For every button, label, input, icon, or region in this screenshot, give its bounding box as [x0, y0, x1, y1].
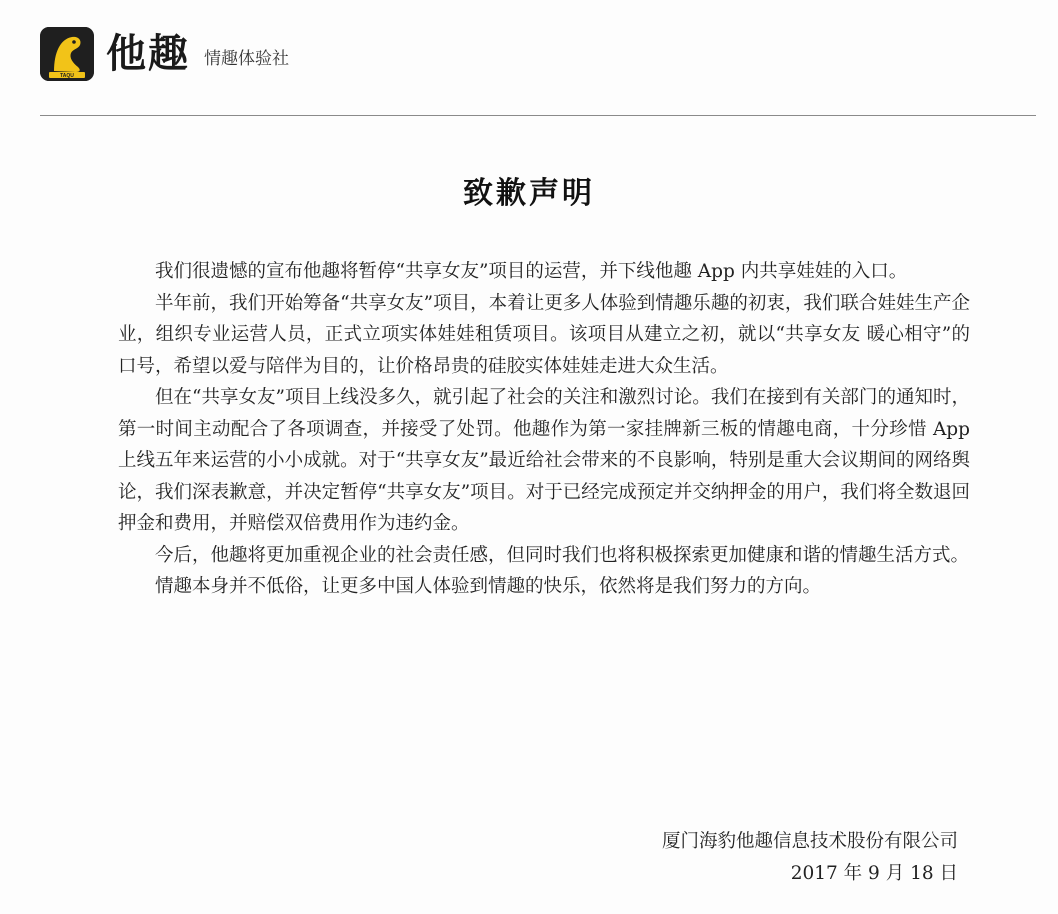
svg-text:TAQU: TAQU — [60, 73, 74, 79]
letterhead — [40, 24, 289, 84]
signature-block — [662, 826, 958, 890]
brand-slogan: 情趣体验社 — [204, 49, 289, 69]
brand-name: 他趣 — [106, 31, 190, 77]
paragraph: 今后，他趣将更加重视企业的社会责任感，但同时我们也将积极探索更加健康和谐的情趣生活方式。 — [155, 544, 970, 566]
header-divider — [40, 115, 1036, 116]
statement-body — [118, 256, 970, 603]
page-title: 致歉声明 — [463, 176, 595, 211]
seal-logo-icon — [40, 27, 94, 81]
company-name: 厦门海豹他趣信息技术股份有限公司 — [661, 831, 958, 852]
paragraph: 情趣本身并不低俗，让更多中国人体验到情趣的快乐，依然将是我们努力的方向。 — [155, 576, 822, 597]
paragraph: 半年前，我们开始筹备“共享女友”项目，本着让更多人体验到情趣乐趣的初衷，我们联合娃娃生产企业，组织专业运营人员，正式立项实体娃娃租赁项目。该项目从建立之初，就以“共享女友 暖心相守”的口号，希望以爱与陪伴为目的，让价格昂贵的硅胶实体娃娃走进大众生活。 — [118, 292, 970, 377]
paragraph: 但在“共享女友”项目上线没多久，就引起了社会的关注和激烈讨论。我们在接到有关部门的通知时，第一时间主动配合了各项调查，并接受了处罚。他趣作为第一家挂牌新三板的情趣电商，十分珍惜 App 上线五年来运营的小小成就。对于“共享女友”最近给社会带来的不良影响，特别是重大会议期间的网络舆论，我们深表歉意，并决定暂停“共享女友”项目。对于已经完成预定并交纳押金的用户，我们将全数退回押金和费用，并赔偿双倍费用作为违约金。 — [118, 387, 970, 534]
statement-date: 2017 年 9 月 18 日 — [790, 863, 958, 884]
paragraph: 我们很遗憾的宣布他趣将暂停“共享女友”项目的运营，并下线他趣 App 内共享娃娃的入口。 — [155, 261, 908, 282]
